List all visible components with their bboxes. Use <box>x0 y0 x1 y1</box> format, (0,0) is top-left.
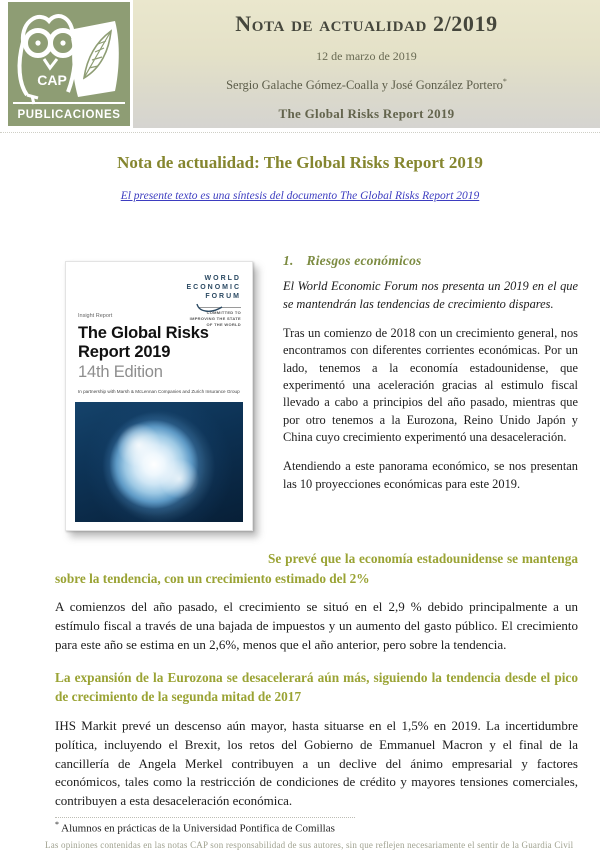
report-cover-image <box>65 261 253 531</box>
bulletin-authors <box>133 77 600 93</box>
footnote <box>55 820 600 836</box>
footer-disclaimer: Las opiniones contenidas en las notas CAP son responsabilidad de sus autores, sin que reflejen necesariamente el sentir de la Guardia Civil <box>45 839 574 850</box>
wef-swoosh-icon <box>195 301 225 315</box>
section-1-title: Riesgos económicos <box>306 253 422 269</box>
wef-logo <box>185 274 241 327</box>
section-1-paragraph-1: Tras un comienzo de 2018 con un crecimiento general, nos encontramos con diferentes corrientes económicas. Por un lado, tenemos a la economía estadounidense, que experimentó una aceleración gracias al estimulo fiscal llevado a cabo a principios del año pasado, mientras que por otro tenemos a la Eurozona, Reino Unido Japón y China cuyo crecimiento experimentó una desaceleración. <box>283 325 578 445</box>
earth-image <box>75 402 243 522</box>
feather-book-icon <box>72 21 119 97</box>
cover-edition: 14th Edition <box>78 362 163 381</box>
cover-title-line2: Report 2019 <box>78 343 171 362</box>
cover-partnership-text: In partnership with Marsh & McLennan Companies and Zurich Insurance Group <box>78 389 240 395</box>
bulletin-title: Nota de actualidad 2/2019 <box>235 11 498 36</box>
header <box>0 0 600 128</box>
bulletin-topic: The Global Risks Report 2019 <box>278 106 455 122</box>
header-band <box>133 0 600 128</box>
cover-title-line1: The Global Risks <box>78 324 209 343</box>
logo-publicaciones-text: PUBLICACIONES <box>17 109 121 121</box>
authors-footnote-mark: * <box>502 77 507 87</box>
article-body <box>55 253 578 811</box>
synthesis-link[interactable]: El presente texto es una síntesis del documento The Global Risks Report 2019 <box>120 190 480 203</box>
footnote-separator <box>55 817 355 818</box>
section-1-paragraph-2: Atendiendo a este panorama económico, se nos presentan las 10 proyecciones económicas para este 2019. <box>283 459 578 491</box>
wef-word-2: ECONOMIC <box>186 284 241 292</box>
footnote-text: Alumnos en prácticas de la Universidad Pontifica de Comillas <box>61 822 335 835</box>
page-title: Nota de actualidad: The Global Risks Report 2019 <box>117 153 483 172</box>
section-1-lead-paragraph: El World Economic Forum nos presenta un 2019 en el que se mantendrán las tendencias de crecimiento dispares. <box>283 279 578 311</box>
wef-word-1: WORLD <box>204 275 241 283</box>
cap-logo-graphic <box>8 2 130 126</box>
cover-insight-label: Insight Report <box>78 313 113 320</box>
section-1-paragraph-3: A comienzos del año pasado, el crecimiento se situó en el 2,9 % debido principalmente a un estímulo fiscal a través de una bajada de impuestos y un aumento del gasto público. El crecimiento para este año se estima en un 2,6%, menos que el año anterior, pero sobre la tendencia. <box>55 599 578 652</box>
cover-title <box>78 324 209 381</box>
bulletin-date: 12 de marzo de 2019 <box>316 49 417 64</box>
authors-text: Sergio Galache Gómez-Coalla y José González Portero <box>226 78 503 93</box>
highlight-eurozone: La expansión de la Eurozona se desacelerará aún más, siguiendo la tendencia desde el pico de crecimiento de la segunda mitad de 2017 <box>55 669 578 705</box>
section-1-paragraph-4: IHS Markit prevé un descenso aún mayor, hasta situarse en el 1,5% en 2019. La incertidumbre política, incluyendo el Brexit, los retos del Gobierno de Emmanuel Macron y el final de la cancillería de Angela Merkel contribuyen a un declive del ánimo empresarial y factores económicos, tales como la restricción de condiciones de crédito y mayores tensiones comerciales, contribuyen a esta desaceleración económica. <box>55 717 578 809</box>
highlight-us-growth: Se prevé que la economía estadounidense se mantenga sobre la tendencia, con un crecimiento estimado del 2% <box>55 551 578 586</box>
section-1-number: 1. <box>283 253 294 269</box>
footnote-marker: * <box>55 820 59 830</box>
synthesis-link-row <box>0 186 600 204</box>
header-separator <box>0 132 600 133</box>
logo-cap-text: CAP <box>37 72 67 88</box>
wef-tagline: COMMITTED TO IMPROVING THE STATE OF THE WORLD <box>189 309 241 327</box>
cap-logo <box>8 2 130 126</box>
wef-word-3: FORUM <box>205 293 241 301</box>
